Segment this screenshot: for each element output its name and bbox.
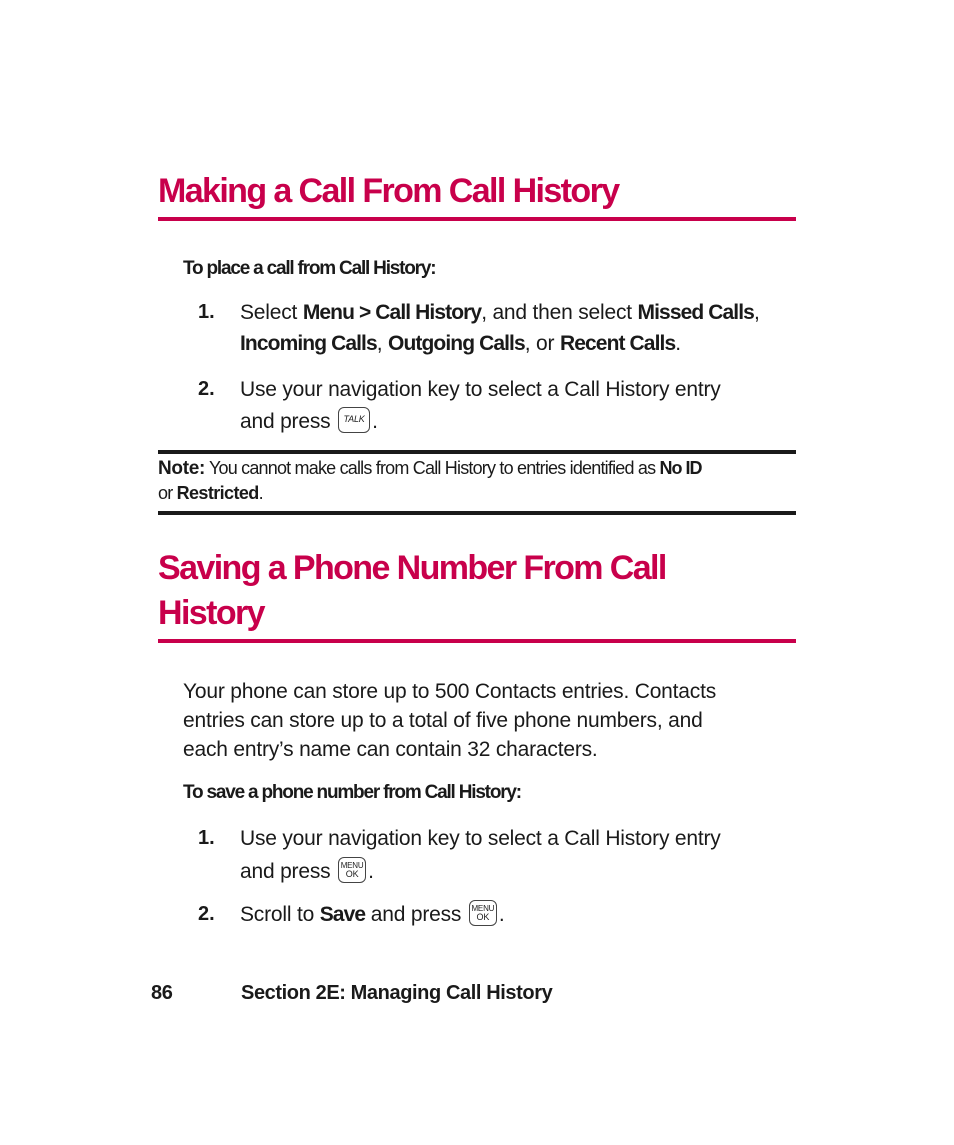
- step-number: 1.: [198, 827, 215, 849]
- note-label: Note:: [158, 458, 206, 479]
- note-line-2: or Restricted.: [158, 483, 263, 503]
- paragraph-line: Your phone can store up to 500 Contacts entries. Contacts: [183, 680, 717, 703]
- note-bottom-rule: [158, 511, 796, 515]
- step-number: 2.: [198, 378, 215, 400]
- step-1-line-2: Incoming Calls, Outgoing Calls, or Recent Calls.: [240, 332, 681, 355]
- menu-ok-key-icon: MENU OK: [469, 900, 497, 926]
- menu-ok-key-icon: MENU OK: [338, 857, 366, 883]
- section2-title-rule: [158, 639, 796, 643]
- section2-subheading: To save a phone number from Call History:: [183, 782, 521, 803]
- save-step-2: Scroll to Save and press MENU OK .: [240, 899, 505, 930]
- section1-title: Making a Call From Call History: [158, 172, 619, 210]
- paragraph-line: entries can store up to a total of five phone numbers, and: [183, 709, 703, 732]
- section2-title-line-2: History: [158, 594, 264, 632]
- step-1-line-1: Select Menu > Call History, and then select Missed Calls,: [240, 301, 760, 324]
- step-2-line-1: Use your navigation key to select a Call History entry: [240, 378, 721, 401]
- step-2-line-2: and press TALK .: [240, 406, 378, 437]
- section1-title-rule: [158, 217, 796, 221]
- page-number: 86: [151, 982, 173, 1004]
- section1-subheading: To place a call from Call History:: [183, 258, 436, 279]
- paragraph-line: each entry’s name can contain 32 characters.: [183, 738, 598, 761]
- footer-section-title: Section 2E: Managing Call History: [241, 982, 553, 1004]
- step-number: 1.: [198, 301, 215, 323]
- note-top-rule: [158, 450, 796, 454]
- save-step-1-line-1: Use your navigation key to select a Call History entry: [240, 827, 721, 850]
- talk-key-icon: TALK: [338, 407, 370, 433]
- step-number: 2.: [198, 903, 215, 925]
- section2-title-line-1: Saving a Phone Number From Call: [158, 549, 666, 587]
- note-line-1: Note: You cannot make calls from Call History to entries identified as No ID: [158, 458, 702, 479]
- save-step-1-line-2: and press MENU OK .: [240, 856, 374, 887]
